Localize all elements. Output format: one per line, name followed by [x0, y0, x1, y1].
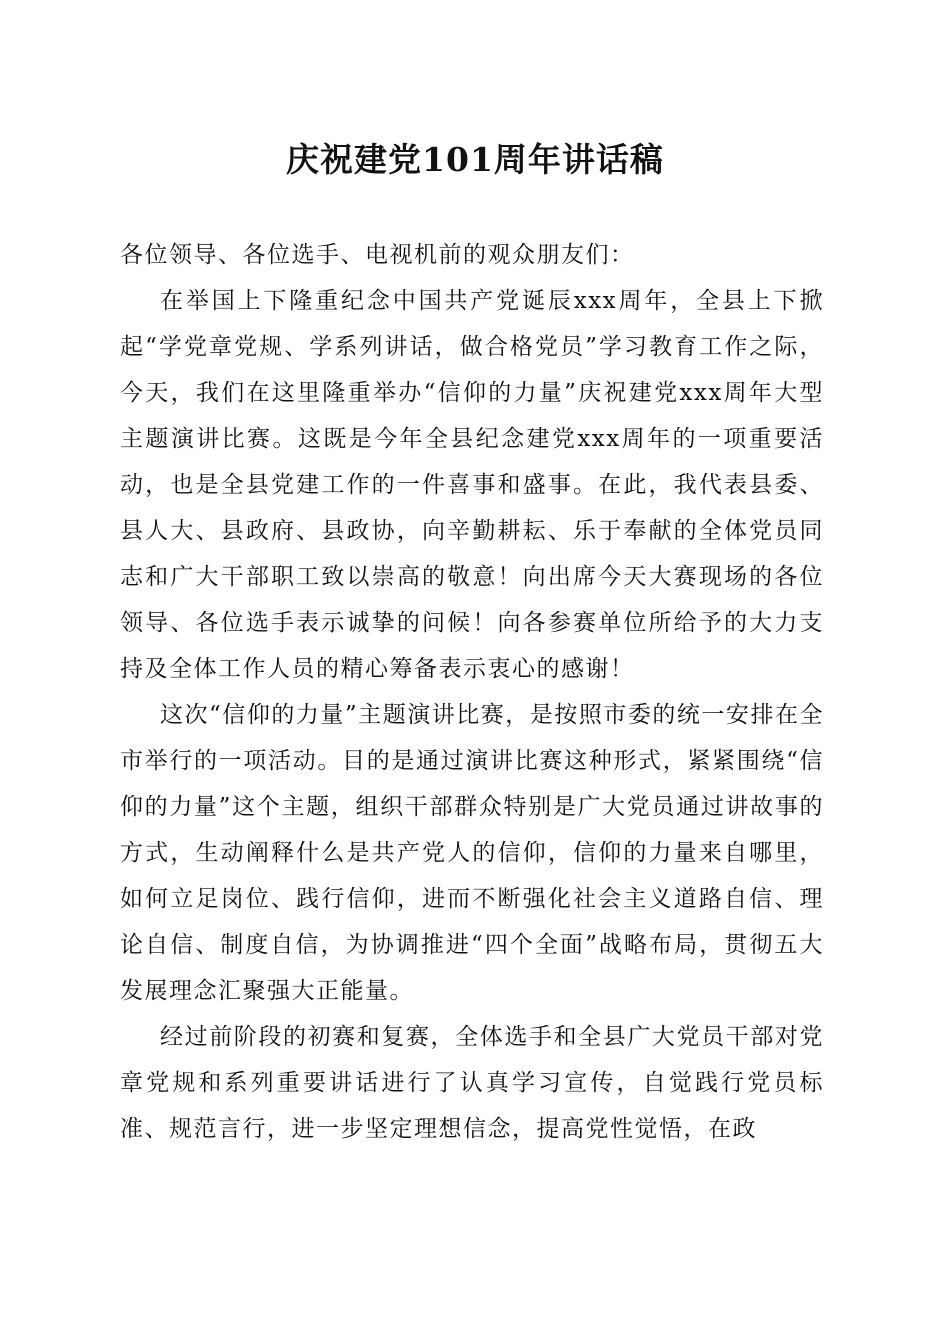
paragraph-2: 这次“信仰的力量”主题演讲比赛，是按照市委的统一安排在全市举行的一项活动。目的是通过演讲比赛这种形式，紧紧围绕“信仰的力量”这个主题，组织干部群众特别是广大党员通过讲故事的方式，生动阐释什么是共产党人的信仰，信仰的力量来自哪里，如何立足岗位、践行信仰，进而不断强化社会主义道路自信、理论自信、制度自信，为协调推进“四个全面”战略布局，贯彻五大发展理念汇聚强大正能量。: [120, 702, 824, 1004]
document-body: [120, 232, 824, 1152]
salutation: 各位领导、各位选手、电视机前的观众朋友们：: [120, 242, 635, 268]
paragraph-1: 在举国上下隆重纪念中国共产党诞辰xxx周年，全县上下掀起“学党章党规、学系列讲话，做合格党员”学习教育工作之际，今天，我们在这里隆重举办“信仰的力量”庆祝建党xxx周年大型主题演讲比赛。这既是今年全县纪念建党xxx周年的一项重要活动，也是全县党建工作的一件喜事和盛事。在此，我代表县委、县人大、县政府、县政协，向辛勤耕耘、乐于奉献的全体党员同志和广大干部职工致以崇高的敬意！向出席今天大赛现场的各位领导、各位选手表示诚挚的问候！向各参赛单位所给予的大力支持及全体工作人员的精心筹备表示衷心的感谢！: [120, 288, 824, 682]
document-title: 庆祝建党101周年讲话稿: [286, 140, 664, 179]
paragraph-3: 经过前阶段的初赛和复赛，全体选手和全县广大党员干部对党章党规和系列重要讲话进行了认真学习宣传，自觉践行党员标准、规范言行，进一步坚定理想信念，提高党性觉悟，在政: [120, 1024, 824, 1142]
